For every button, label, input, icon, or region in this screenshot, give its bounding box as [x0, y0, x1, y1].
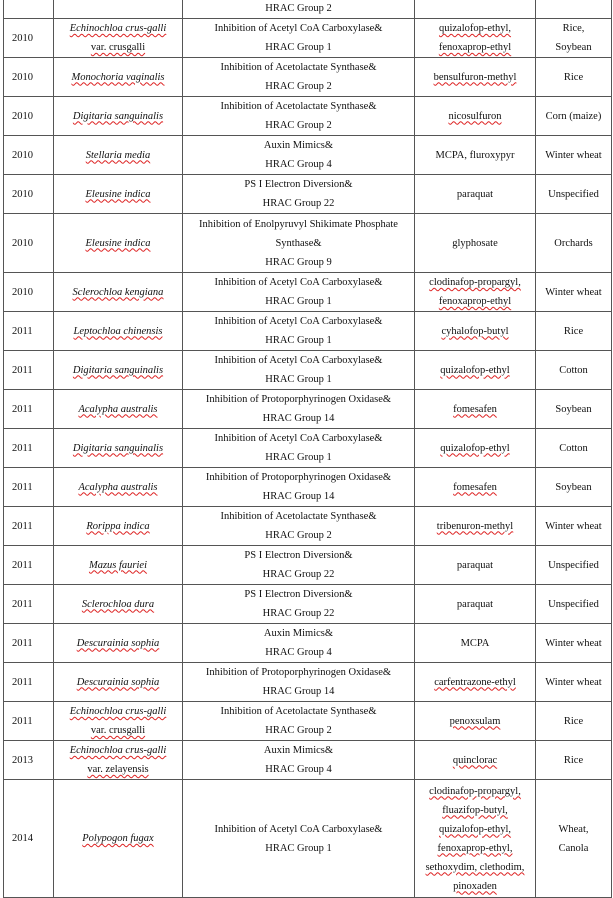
herbicide-line: clodinafop-propargyl, — [429, 785, 521, 797]
crop-line: Soybean — [555, 42, 592, 53]
herbicide-line: MCPA — [460, 637, 490, 649]
crop-cell — [536, 136, 612, 175]
mode-of-action-line: HRAC Group 14 — [262, 413, 335, 424]
mode-of-action-cell — [183, 273, 415, 312]
species-name: Echinochloa crus-galli — [69, 706, 167, 717]
species-cell — [54, 19, 183, 58]
mode-of-action-line: Inhibition of Acetyl CoA Carboxylase& — [214, 277, 383, 288]
species-name: var. crusgalli — [90, 725, 146, 736]
herbicide-cell — [415, 741, 536, 780]
herbicide-cell — [415, 175, 536, 214]
mode-of-action-cell — [183, 468, 415, 507]
mode-of-action-line: Inhibition of Acetyl CoA Carboxylase& — [214, 23, 383, 34]
herbicide-line: nicosulfuron — [448, 110, 502, 122]
species-cell — [54, 390, 183, 429]
species-name: Eleusine indica — [85, 188, 151, 200]
crop-line: Rice — [563, 325, 584, 337]
herbicide-line: fenoxaprop-ethyl — [438, 296, 512, 307]
year-cell: 2011 — [4, 585, 54, 624]
herbicide-line: quizalofop-ethyl — [440, 442, 510, 454]
herbicide-line: tribenuron-methyl — [436, 520, 514, 532]
species-cell — [54, 214, 183, 273]
year-cell: 2011 — [4, 351, 54, 390]
crop-line: Unspecified — [548, 598, 599, 610]
herbicide-line: fomesafen — [453, 403, 497, 415]
table-row — [4, 0, 612, 19]
species-cell — [54, 0, 183, 19]
mode-of-action-line: Inhibition of Protoporphyrinogen Oxidase& — [205, 394, 392, 405]
mode-of-action-cell — [183, 390, 415, 429]
table-body — [4, 0, 612, 898]
species-name: Sclerochloa dura — [81, 598, 155, 610]
mode-of-action-line: HRAC Group 1 — [265, 374, 332, 385]
species-cell — [54, 273, 183, 312]
crop-line: Unspecified — [548, 188, 599, 200]
species-name: Mazus fauriei — [88, 559, 148, 571]
herbicide-cell — [415, 663, 536, 702]
herbicide-line: fenoxaprop-ethyl, — [437, 842, 513, 854]
mode-of-action-line: Inhibition of Acetyl CoA Carboxylase& — [214, 823, 383, 835]
year-cell: 2013 — [4, 741, 54, 780]
mode-of-action-cell — [183, 97, 415, 136]
mode-of-action-line: HRAC Group 2 — [265, 3, 332, 14]
year-cell: 2010 — [4, 136, 54, 175]
mode-of-action-line: PS I Electron Diversion& — [244, 550, 353, 561]
herbicide-cell — [415, 585, 536, 624]
crop-cell — [536, 546, 612, 585]
year-cell: 2011 — [4, 312, 54, 351]
species-name: Leptochloa chinensis — [73, 325, 163, 337]
herbicide-cell — [415, 273, 536, 312]
herbicide-line: paraquat — [456, 598, 494, 610]
crop-cell — [536, 97, 612, 136]
mode-of-action-line: Inhibition of Acetyl CoA Carboxylase& — [214, 355, 383, 366]
mode-of-action-line: HRAC Group 1 — [265, 842, 332, 854]
year-cell: 2010 — [4, 97, 54, 136]
species-cell — [54, 429, 183, 468]
herbicide-cell — [415, 546, 536, 585]
species-cell — [54, 702, 183, 741]
table-row — [4, 585, 612, 624]
herbicide-cell — [415, 0, 536, 19]
mode-of-action-cell — [183, 0, 415, 19]
herbicide-line: MCPA, fluroxypyr — [435, 149, 515, 161]
year-cell: 2010 — [4, 19, 54, 58]
species-cell — [54, 624, 183, 663]
table-row — [4, 390, 612, 429]
species-cell — [54, 585, 183, 624]
mode-of-action-line: HRAC Group 4 — [265, 159, 332, 170]
crop-line: Cotton — [559, 442, 588, 454]
table-row — [4, 624, 612, 663]
crop-line: Rice — [563, 715, 584, 727]
herbicide-cell — [415, 97, 536, 136]
species-cell — [54, 663, 183, 702]
crop-line: Rice, — [562, 23, 585, 34]
mode-of-action-line: HRAC Group 2 — [265, 81, 332, 92]
herbicide-line: paraquat — [456, 188, 494, 200]
mode-of-action-cell — [183, 312, 415, 351]
crop-cell — [536, 175, 612, 214]
crop-line: Wheat, — [558, 823, 589, 835]
crop-cell — [536, 312, 612, 351]
crop-cell — [536, 780, 612, 898]
herbicide-resistance-table — [3, 0, 612, 898]
species-name: Descurainia sophia — [76, 637, 160, 649]
mode-of-action-cell — [183, 429, 415, 468]
species-name: Eleusine indica — [85, 237, 151, 249]
herbicide-cell — [415, 429, 536, 468]
mode-of-action-cell — [183, 175, 415, 214]
year-cell: 2014 — [4, 780, 54, 898]
mode-of-action-cell — [183, 507, 415, 546]
mode-of-action-line: Inhibition of Acetyl CoA Carboxylase& — [214, 433, 383, 444]
crop-cell — [536, 702, 612, 741]
crop-cell — [536, 663, 612, 702]
herbicide-cell — [415, 58, 536, 97]
mode-of-action-line: HRAC Group 2 — [265, 725, 332, 736]
table-row — [4, 468, 612, 507]
crop-cell — [536, 741, 612, 780]
herbicide-cell — [415, 507, 536, 546]
crop-cell — [536, 468, 612, 507]
crop-cell — [536, 0, 612, 19]
mode-of-action-cell — [183, 58, 415, 97]
herbicide-line: quinclorac — [452, 754, 498, 766]
mode-of-action-line: Inhibition of Protoporphyrinogen Oxidase& — [205, 472, 392, 483]
year-cell: 2011 — [4, 663, 54, 702]
species-name: Acalypha australis — [78, 481, 158, 493]
crop-line: Winter wheat — [545, 637, 602, 649]
mode-of-action-line: HRAC Group 1 — [265, 452, 332, 463]
mode-of-action-line: Inhibition of Acetolactate Synthase& — [220, 511, 377, 522]
mode-of-action-cell — [183, 702, 415, 741]
herbicide-cell — [415, 214, 536, 273]
year-cell: 2010 — [4, 214, 54, 273]
herbicide-line: penoxsulam — [449, 715, 501, 727]
mode-of-action-cell — [183, 663, 415, 702]
table-row — [4, 663, 612, 702]
species-name: Acalypha australis — [78, 403, 158, 415]
mode-of-action-cell — [183, 780, 415, 898]
crop-cell — [536, 19, 612, 58]
mode-of-action-line: PS I Electron Diversion& — [244, 179, 353, 190]
herbicide-line: clodinafop-propargyl, — [429, 277, 521, 288]
mode-of-action-cell — [183, 136, 415, 175]
herbicide-cell — [415, 351, 536, 390]
crop-cell — [536, 507, 612, 546]
mode-of-action-line: HRAC Group 22 — [262, 569, 335, 580]
table-row — [4, 702, 612, 741]
herbicide-line: pinoxaden — [453, 880, 497, 892]
mode-of-action-line: Auxin Mimics& — [263, 628, 334, 639]
mode-of-action-line: Inhibition of Acetyl CoA Carboxylase& — [214, 316, 383, 327]
year-cell — [4, 0, 54, 19]
species-cell — [54, 507, 183, 546]
mode-of-action-line: HRAC Group 14 — [262, 686, 335, 697]
mode-of-action-cell — [183, 351, 415, 390]
crop-cell — [536, 58, 612, 97]
species-cell — [54, 97, 183, 136]
year-cell: 2010 — [4, 58, 54, 97]
table-row — [4, 214, 612, 273]
herbicide-line: bensulfuron-methyl — [433, 71, 517, 83]
mode-of-action-line: HRAC Group 2 — [265, 120, 332, 131]
table-row — [4, 780, 612, 898]
crop-cell — [536, 624, 612, 663]
mode-of-action-line: Auxin Mimics& — [263, 745, 334, 756]
species-name: Descurainia sophia — [76, 676, 160, 688]
mode-of-action-line: Inhibition of Enolpyruvyl Shikimate Phosphate — [199, 218, 398, 230]
species-name: var. crusgalli — [90, 42, 146, 53]
species-cell — [54, 741, 183, 780]
crop-line: Cotton — [559, 364, 588, 376]
herbicide-cell — [415, 136, 536, 175]
crop-line: Corn (maize) — [545, 110, 602, 122]
herbicide-line: fluazifop-butyl, — [442, 804, 508, 816]
crop-cell — [536, 429, 612, 468]
crop-line: Winter wheat — [545, 149, 602, 161]
mode-of-action-line: Synthase& — [275, 237, 322, 249]
table-row — [4, 429, 612, 468]
table-row — [4, 351, 612, 390]
year-cell: 2011 — [4, 546, 54, 585]
mode-of-action-line: Inhibition of Protoporphyrinogen Oxidase& — [205, 667, 392, 678]
species-name: Stellaria media — [85, 149, 151, 161]
table-row — [4, 741, 612, 780]
herbicide-line: paraquat — [456, 559, 494, 571]
table-row — [4, 273, 612, 312]
year-cell: 2011 — [4, 702, 54, 741]
herbicide-line: quizalofop-ethyl, — [438, 823, 512, 835]
mode-of-action-cell — [183, 214, 415, 273]
species-name: var. zelayensis — [87, 764, 149, 775]
mode-of-action-cell — [183, 19, 415, 58]
species-cell — [54, 312, 183, 351]
crop-cell — [536, 585, 612, 624]
herbicide-line: carfentrazone-ethyl — [434, 676, 516, 688]
year-cell: 2010 — [4, 175, 54, 214]
mode-of-action-line: HRAC Group 1 — [265, 42, 332, 53]
herbicide-cell — [415, 390, 536, 429]
herbicide-cell — [415, 312, 536, 351]
crop-line: Canola — [558, 842, 589, 854]
species-cell — [54, 351, 183, 390]
mode-of-action-cell — [183, 585, 415, 624]
mode-of-action-line: HRAC Group 1 — [265, 296, 332, 307]
herbicide-cell — [415, 624, 536, 663]
herbicide-line: sethoxydim, clethodim, — [425, 861, 525, 873]
year-cell: 2010 — [4, 273, 54, 312]
mode-of-action-line: Auxin Mimics& — [263, 140, 334, 151]
crop-cell — [536, 390, 612, 429]
crop-line: Orchards — [554, 237, 593, 249]
herbicide-line: quizalofop-ethyl, — [438, 23, 512, 34]
mode-of-action-line: HRAC Group 14 — [262, 491, 335, 502]
crop-line: Rice — [563, 71, 584, 83]
mode-of-action-line: Inhibition of Acetolactate Synthase& — [220, 101, 377, 112]
herbicide-cell — [415, 19, 536, 58]
crop-line: Soybean — [555, 481, 592, 493]
year-cell: 2011 — [4, 468, 54, 507]
year-cell: 2011 — [4, 624, 54, 663]
mode-of-action-line: HRAC Group 22 — [262, 608, 335, 619]
year-cell: 2011 — [4, 507, 54, 546]
herbicide-cell — [415, 780, 536, 898]
herbicide-line: glyphosate — [452, 237, 498, 249]
herbicide-line: fomesafen — [453, 481, 497, 493]
species-name: Rorippa indica — [86, 520, 150, 532]
mode-of-action-cell — [183, 624, 415, 663]
species-name: Digitaria sanguinalis — [72, 442, 164, 454]
species-cell — [54, 546, 183, 585]
herbicide-cell — [415, 468, 536, 507]
crop-line: Winter wheat — [545, 286, 602, 298]
species-cell — [54, 175, 183, 214]
species-cell — [54, 58, 183, 97]
table-row — [4, 312, 612, 351]
table-row — [4, 507, 612, 546]
mode-of-action-line: HRAC Group 2 — [265, 530, 332, 541]
species-name: Digitaria sanguinalis — [72, 364, 164, 376]
herbicide-line: fenoxaprop-ethyl — [438, 42, 512, 53]
crop-line: Winter wheat — [545, 520, 602, 532]
species-name: Digitaria sanguinalis — [72, 110, 164, 122]
crop-line: Winter wheat — [545, 676, 602, 688]
species-cell — [54, 136, 183, 175]
mode-of-action-cell — [183, 741, 415, 780]
species-cell — [54, 780, 183, 898]
mode-of-action-line: HRAC Group 1 — [265, 335, 332, 346]
table-row — [4, 175, 612, 214]
species-name: Echinochloa crus-galli — [69, 745, 167, 756]
species-cell — [54, 468, 183, 507]
species-name: Sclerochloa kengiana — [72, 286, 164, 298]
crop-line: Rice — [563, 754, 584, 766]
herbicide-cell — [415, 702, 536, 741]
table-row — [4, 136, 612, 175]
species-name: Polypogon fugax — [82, 833, 154, 844]
year-cell: 2011 — [4, 429, 54, 468]
mode-of-action-line: Inhibition of Acetolactate Synthase& — [220, 706, 377, 717]
species-name: Echinochloa crus-galli — [69, 23, 167, 34]
crop-cell — [536, 273, 612, 312]
herbicide-line: cyhalofop-butyl — [441, 325, 509, 337]
year-cell: 2011 — [4, 390, 54, 429]
crop-cell — [536, 214, 612, 273]
mode-of-action-line: Inhibition of Acetolactate Synthase& — [220, 62, 377, 73]
table-row — [4, 19, 612, 58]
mode-of-action-line: HRAC Group 4 — [265, 764, 332, 775]
crop-cell — [536, 351, 612, 390]
mode-of-action-line: PS I Electron Diversion& — [244, 589, 353, 600]
crop-line: Soybean — [555, 403, 592, 415]
mode-of-action-cell — [183, 546, 415, 585]
mode-of-action-line: HRAC Group 4 — [265, 647, 332, 658]
herbicide-line: quizalofop-ethyl — [440, 364, 510, 376]
crop-line: Unspecified — [548, 559, 599, 571]
table-row — [4, 58, 612, 97]
mode-of-action-line: HRAC Group 22 — [262, 198, 335, 209]
mode-of-action-line: HRAC Group 9 — [265, 256, 332, 268]
table-row — [4, 546, 612, 585]
table-row — [4, 97, 612, 136]
species-name: Monochoria vaginalis — [71, 71, 165, 83]
